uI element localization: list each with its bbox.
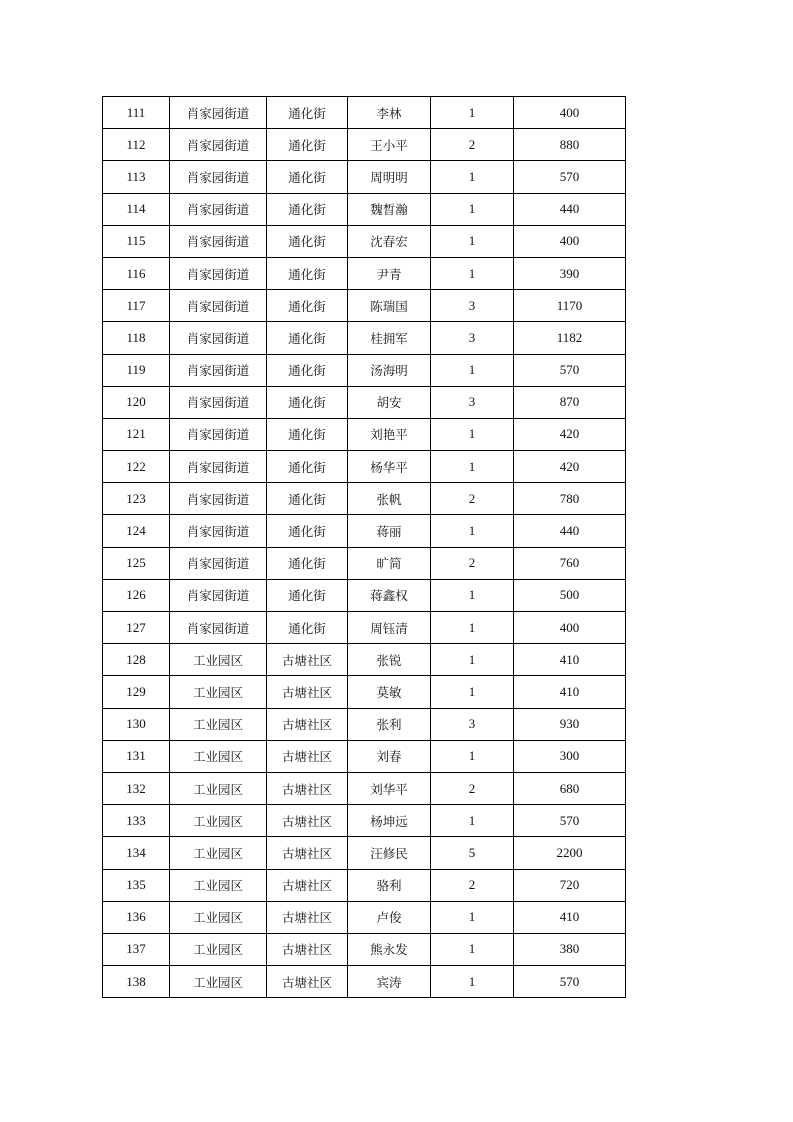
community-cell: 通化街 xyxy=(267,129,348,161)
name-cell: 蒋丽 xyxy=(348,515,431,547)
district-cell: 肖家园街道 xyxy=(170,193,267,225)
table-row xyxy=(103,418,626,450)
district-cell: 工业园区 xyxy=(170,772,267,804)
count-cell: 1 xyxy=(431,966,514,998)
district-cell: 肖家园街道 xyxy=(170,579,267,611)
row-number-cell: 127 xyxy=(103,612,170,644)
name-cell: 胡安 xyxy=(348,386,431,418)
community-cell: 通化街 xyxy=(267,418,348,450)
amount-cell: 380 xyxy=(514,933,626,965)
name-cell: 李林 xyxy=(348,97,431,129)
district-cell: 肖家园街道 xyxy=(170,547,267,579)
district-cell: 工业园区 xyxy=(170,644,267,676)
name-cell: 宾涛 xyxy=(348,966,431,998)
name-cell: 桂拥军 xyxy=(348,322,431,354)
district-cell: 肖家园街道 xyxy=(170,354,267,386)
district-cell: 肖家园街道 xyxy=(170,612,267,644)
district-cell: 肖家园街道 xyxy=(170,515,267,547)
count-cell: 2 xyxy=(431,772,514,804)
amount-cell: 440 xyxy=(514,515,626,547)
district-cell: 工业园区 xyxy=(170,933,267,965)
name-cell: 沈春宏 xyxy=(348,225,431,257)
amount-cell: 570 xyxy=(514,161,626,193)
community-cell: 通化街 xyxy=(267,547,348,579)
district-cell: 工业园区 xyxy=(170,837,267,869)
name-cell: 刘艳平 xyxy=(348,418,431,450)
name-cell: 周钰清 xyxy=(348,612,431,644)
row-number-cell: 122 xyxy=(103,451,170,483)
amount-cell: 760 xyxy=(514,547,626,579)
count-cell: 2 xyxy=(431,547,514,579)
amount-cell: 420 xyxy=(514,451,626,483)
count-cell: 1 xyxy=(431,740,514,772)
name-cell: 莫敏 xyxy=(348,676,431,708)
community-cell: 通化街 xyxy=(267,322,348,354)
district-cell: 肖家园街道 xyxy=(170,257,267,289)
amount-cell: 400 xyxy=(514,612,626,644)
data-table xyxy=(102,96,626,998)
row-number-cell: 135 xyxy=(103,869,170,901)
row-number-cell: 118 xyxy=(103,322,170,354)
community-cell: 古塘社区 xyxy=(267,901,348,933)
amount-cell: 870 xyxy=(514,386,626,418)
community-cell: 古塘社区 xyxy=(267,869,348,901)
table-row xyxy=(103,257,626,289)
count-cell: 5 xyxy=(431,837,514,869)
community-cell: 通化街 xyxy=(267,515,348,547)
table-body xyxy=(103,97,626,998)
table-row xyxy=(103,451,626,483)
count-cell: 1 xyxy=(431,579,514,611)
table-row xyxy=(103,97,626,129)
district-cell: 肖家园街道 xyxy=(170,225,267,257)
community-cell: 通化街 xyxy=(267,257,348,289)
district-cell: 工业园区 xyxy=(170,869,267,901)
row-number-cell: 111 xyxy=(103,97,170,129)
count-cell: 1 xyxy=(431,805,514,837)
row-number-cell: 137 xyxy=(103,933,170,965)
name-cell: 陈瑞国 xyxy=(348,290,431,322)
community-cell: 通化街 xyxy=(267,225,348,257)
row-number-cell: 126 xyxy=(103,579,170,611)
row-number-cell: 129 xyxy=(103,676,170,708)
count-cell: 1 xyxy=(431,257,514,289)
row-number-cell: 113 xyxy=(103,161,170,193)
district-cell: 肖家园街道 xyxy=(170,161,267,193)
table-row xyxy=(103,708,626,740)
count-cell: 2 xyxy=(431,483,514,515)
amount-cell: 570 xyxy=(514,966,626,998)
community-cell: 古塘社区 xyxy=(267,740,348,772)
count-cell: 1 xyxy=(431,354,514,386)
district-cell: 工业园区 xyxy=(170,708,267,740)
amount-cell: 410 xyxy=(514,676,626,708)
table-row xyxy=(103,740,626,772)
district-cell: 肖家园街道 xyxy=(170,386,267,418)
community-cell: 通化街 xyxy=(267,386,348,418)
amount-cell: 780 xyxy=(514,483,626,515)
name-cell: 汤海明 xyxy=(348,354,431,386)
community-cell: 通化街 xyxy=(267,354,348,386)
amount-cell: 440 xyxy=(514,193,626,225)
count-cell: 2 xyxy=(431,129,514,161)
community-cell: 通化街 xyxy=(267,579,348,611)
community-cell: 古塘社区 xyxy=(267,676,348,708)
amount-cell: 570 xyxy=(514,354,626,386)
row-number-cell: 133 xyxy=(103,805,170,837)
table-row xyxy=(103,901,626,933)
name-cell: 骆利 xyxy=(348,869,431,901)
amount-cell: 420 xyxy=(514,418,626,450)
count-cell: 1 xyxy=(431,515,514,547)
district-cell: 工业园区 xyxy=(170,740,267,772)
amount-cell: 300 xyxy=(514,740,626,772)
community-cell: 古塘社区 xyxy=(267,708,348,740)
community-cell: 通化街 xyxy=(267,193,348,225)
table-row xyxy=(103,805,626,837)
table-row xyxy=(103,322,626,354)
table-row xyxy=(103,869,626,901)
amount-cell: 1182 xyxy=(514,322,626,354)
count-cell: 3 xyxy=(431,322,514,354)
row-number-cell: 132 xyxy=(103,772,170,804)
community-cell: 古塘社区 xyxy=(267,644,348,676)
community-cell: 古塘社区 xyxy=(267,837,348,869)
amount-cell: 410 xyxy=(514,901,626,933)
name-cell: 张利 xyxy=(348,708,431,740)
count-cell: 3 xyxy=(431,290,514,322)
count-cell: 3 xyxy=(431,386,514,418)
count-cell: 1 xyxy=(431,676,514,708)
name-cell: 杨坤远 xyxy=(348,805,431,837)
amount-cell: 400 xyxy=(514,97,626,129)
row-number-cell: 134 xyxy=(103,837,170,869)
count-cell: 3 xyxy=(431,708,514,740)
amount-cell: 880 xyxy=(514,129,626,161)
amount-cell: 1170 xyxy=(514,290,626,322)
table-row xyxy=(103,290,626,322)
name-cell: 熊永发 xyxy=(348,933,431,965)
name-cell: 张锐 xyxy=(348,644,431,676)
community-cell: 古塘社区 xyxy=(267,805,348,837)
district-cell: 肖家园街道 xyxy=(170,483,267,515)
name-cell: 汪修民 xyxy=(348,837,431,869)
table-row xyxy=(103,547,626,579)
district-cell: 工业园区 xyxy=(170,805,267,837)
district-cell: 肖家园街道 xyxy=(170,129,267,161)
amount-cell: 390 xyxy=(514,257,626,289)
name-cell: 周明明 xyxy=(348,161,431,193)
district-cell: 工业园区 xyxy=(170,966,267,998)
count-cell: 1 xyxy=(431,612,514,644)
name-cell: 魏晳瀚 xyxy=(348,193,431,225)
community-cell: 古塘社区 xyxy=(267,933,348,965)
count-cell: 1 xyxy=(431,901,514,933)
amount-cell: 500 xyxy=(514,579,626,611)
count-cell: 1 xyxy=(431,451,514,483)
district-cell: 工业园区 xyxy=(170,676,267,708)
community-cell: 通化街 xyxy=(267,161,348,193)
count-cell: 1 xyxy=(431,933,514,965)
table-row xyxy=(103,354,626,386)
table-row xyxy=(103,933,626,965)
community-cell: 通化街 xyxy=(267,290,348,322)
row-number-cell: 121 xyxy=(103,418,170,450)
count-cell: 1 xyxy=(431,161,514,193)
row-number-cell: 119 xyxy=(103,354,170,386)
row-number-cell: 128 xyxy=(103,644,170,676)
row-number-cell: 112 xyxy=(103,129,170,161)
table-row xyxy=(103,579,626,611)
name-cell: 刘华平 xyxy=(348,772,431,804)
row-number-cell: 131 xyxy=(103,740,170,772)
count-cell: 1 xyxy=(431,644,514,676)
row-number-cell: 120 xyxy=(103,386,170,418)
community-cell: 通化街 xyxy=(267,451,348,483)
name-cell: 王小平 xyxy=(348,129,431,161)
row-number-cell: 136 xyxy=(103,901,170,933)
row-number-cell: 123 xyxy=(103,483,170,515)
table-row xyxy=(103,644,626,676)
row-number-cell: 130 xyxy=(103,708,170,740)
district-cell: 肖家园街道 xyxy=(170,451,267,483)
amount-cell: 2200 xyxy=(514,837,626,869)
community-cell: 古塘社区 xyxy=(267,772,348,804)
amount-cell: 720 xyxy=(514,869,626,901)
row-number-cell: 114 xyxy=(103,193,170,225)
row-number-cell: 125 xyxy=(103,547,170,579)
row-number-cell: 117 xyxy=(103,290,170,322)
amount-cell: 680 xyxy=(514,772,626,804)
name-cell: 旷简 xyxy=(348,547,431,579)
name-cell: 蒋鑫权 xyxy=(348,579,431,611)
district-cell: 肖家园街道 xyxy=(170,322,267,354)
count-cell: 1 xyxy=(431,418,514,450)
community-cell: 古塘社区 xyxy=(267,966,348,998)
count-cell: 1 xyxy=(431,97,514,129)
amount-cell: 570 xyxy=(514,805,626,837)
district-cell: 肖家园街道 xyxy=(170,97,267,129)
table-row xyxy=(103,129,626,161)
district-cell: 肖家园街道 xyxy=(170,418,267,450)
row-number-cell: 115 xyxy=(103,225,170,257)
table-row xyxy=(103,161,626,193)
row-number-cell: 124 xyxy=(103,515,170,547)
name-cell: 尹青 xyxy=(348,257,431,289)
name-cell: 刘春 xyxy=(348,740,431,772)
table-row xyxy=(103,386,626,418)
count-cell: 1 xyxy=(431,225,514,257)
row-number-cell: 116 xyxy=(103,257,170,289)
amount-cell: 410 xyxy=(514,644,626,676)
community-cell: 通化街 xyxy=(267,483,348,515)
table-row xyxy=(103,772,626,804)
community-cell: 通化街 xyxy=(267,612,348,644)
table-row xyxy=(103,966,626,998)
count-cell: 2 xyxy=(431,869,514,901)
table-row xyxy=(103,483,626,515)
community-cell: 通化街 xyxy=(267,97,348,129)
table-row xyxy=(103,837,626,869)
amount-cell: 400 xyxy=(514,225,626,257)
table-row xyxy=(103,676,626,708)
table-row xyxy=(103,225,626,257)
amount-cell: 930 xyxy=(514,708,626,740)
table-row xyxy=(103,612,626,644)
name-cell: 卢俊 xyxy=(348,901,431,933)
district-cell: 肖家园街道 xyxy=(170,290,267,322)
table-row xyxy=(103,515,626,547)
district-cell: 工业园区 xyxy=(170,901,267,933)
name-cell: 张帆 xyxy=(348,483,431,515)
table-row xyxy=(103,193,626,225)
count-cell: 1 xyxy=(431,193,514,225)
row-number-cell: 138 xyxy=(103,966,170,998)
name-cell: 杨华平 xyxy=(348,451,431,483)
